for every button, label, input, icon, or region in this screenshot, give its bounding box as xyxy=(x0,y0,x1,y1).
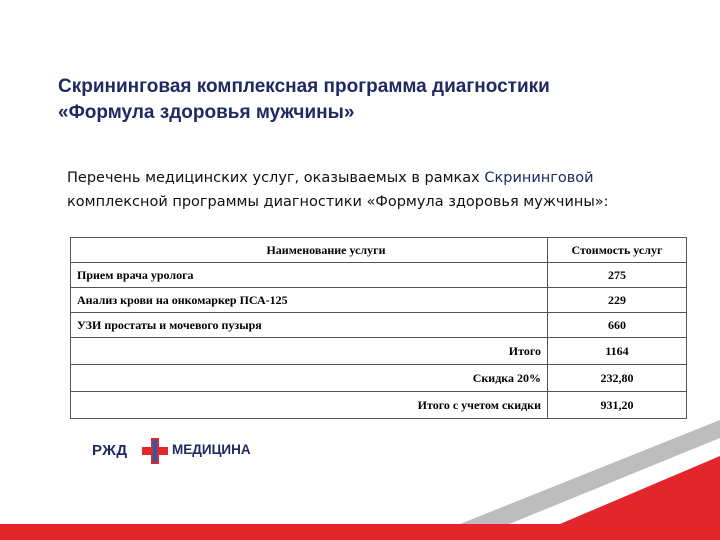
row-service: Анализ крови на онкомаркер ПСА-125 xyxy=(71,288,548,313)
header-price: Стоимость услуг xyxy=(548,238,687,263)
row-price: 275 xyxy=(548,263,687,288)
total-row xyxy=(71,338,687,365)
row-price: 660 xyxy=(548,313,687,338)
final-total-value: 931,20 xyxy=(548,392,687,419)
table-row xyxy=(71,288,687,313)
discount-value: 232,80 xyxy=(548,365,687,392)
intro-line-1 xyxy=(67,166,667,190)
final-total-label: Итого с учетом скидки xyxy=(71,392,548,419)
discount-label: Скидка 20% xyxy=(71,365,548,392)
table-row xyxy=(71,313,687,338)
intro-text xyxy=(67,166,667,214)
logo-left-text: РЖД xyxy=(92,442,128,459)
services-table xyxy=(70,237,687,419)
intro-line-1-highlight: Скрининговой xyxy=(484,170,594,186)
table-row xyxy=(71,263,687,288)
intro-line-1-plain: Перечень медицинских услуг, оказываемых в рамках xyxy=(67,170,485,186)
intro-line-2: комплексной программы диагностики «Формула здоровья мужчины»: xyxy=(67,194,609,210)
row-price: 229 xyxy=(548,288,687,313)
logo-right-text: МЕДИЦИНА xyxy=(172,442,251,457)
table-header-row xyxy=(71,238,687,263)
discount-row xyxy=(71,365,687,392)
total-value: 1164 xyxy=(548,338,687,365)
page-title xyxy=(58,74,698,126)
row-service: Прием врача уролога xyxy=(71,263,548,288)
title-line-2: «Формула здоровья мужчины» xyxy=(58,102,355,123)
footer-decoration xyxy=(0,420,720,540)
header-service: Наименование услуги xyxy=(71,238,548,263)
final-total-row xyxy=(71,392,687,419)
total-label: Итого xyxy=(71,338,548,365)
title-line-1: Скрининговая комплексная программа диагностики xyxy=(58,76,550,97)
row-service: УЗИ простаты и мочевого пузыря xyxy=(71,313,548,338)
